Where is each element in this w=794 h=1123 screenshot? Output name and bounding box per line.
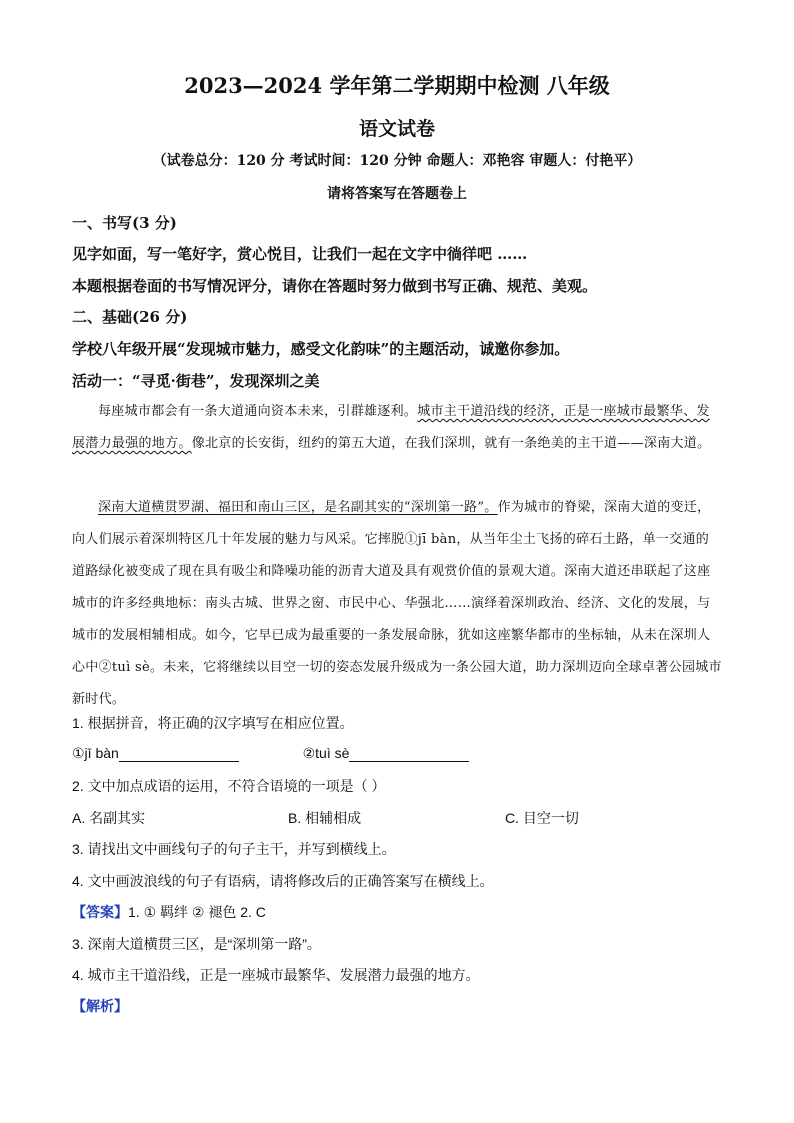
analysis-label: 【解析】: [72, 998, 128, 1014]
answer-3: 3. 深南大道横贯三区，是“深圳第一路”。: [72, 936, 321, 952]
section1-line1: 见字如面，写一笔好字，赏心悦目，让我们一起在文字中徜徉吧 ……: [72, 245, 528, 263]
passage-p2-text: 作为城市的脊梁，深南大道的变迁，向人们展示着深圳特区几十年发展的魅力与风采。它摔脱①jī bàn，从当年尘土飞扬的碎石土路，单一交通的道路绿化被变成了现在具有吸尘和降噪功能的沥青大道及具有观赏价值的景观大道。深南大道还串联起了这座城市的许多经典地标：南头古城、世界之窗、市民中心、华强北……演绎着深圳政治、经济、文化的发展，与城市的发展相辅相成。如今，它早已成为最重要的一条发展命脉，犹如这座繁华都市的坐标轴，从未在深圳人心中②tuì sè。未来，它将继续以目空一切的姿态发展升级成为一条公园大道，助力深圳迈向全球卓著公园城市新时代。: [72, 500, 722, 707]
question-1-blanks: [72, 745, 469, 762]
activity-heading: 活动一：“寻觅·街巷”，发现深圳之美: [72, 372, 320, 390]
passage-p1-text-a: 每座城市都会有一条大道通向资本未来，引群雄逐利。: [98, 404, 418, 419]
exam-instruction: 请将答案写在答题卷上: [327, 186, 467, 202]
q2-option-c: C. 目空一切: [505, 810, 579, 826]
exam-title: 2023—2024 学年第二学期期中检测 八年级: [184, 73, 610, 98]
passage-p2-underlined-sentence: 深南大道横贯罗湖、福田和南山三区，是名副其实的“深圳第一路”。: [98, 500, 498, 515]
answer-1-2: 1. ① 羁绊 ② 褪色 2. C: [128, 904, 266, 920]
q1-blank-b[interactable]: [349, 747, 469, 762]
question-1: 1. 根据拼音，将正确的汉字填写在相应位置。: [72, 715, 354, 731]
question-2: 2. 文中加点成语的运用，不符合语境的一项是（ ）: [72, 778, 386, 794]
question-4: 4. 文中画波浪线的句子有语病，请将修改后的正确答案写在横线上。: [72, 873, 494, 889]
passage-p1-wavy-sentence: 城市主干道沿线的经济，正是一座城市最繁华、发展潜力最强的地方。: [72, 404, 710, 451]
section2-intro: 学校八年级开展“发现城市魅力，感受文化韵味”的主题活动，诚邀你参加。: [72, 340, 570, 358]
q1-pinyin-a: ①jī bàn: [72, 745, 119, 761]
q1-blank-a[interactable]: [119, 747, 239, 762]
passage-p1-text-b: 像北京的长安街，纽约的第五大道，在我们深圳，就有一条绝美的主干道——深南大道。: [191, 436, 711, 451]
exam-info: （试卷总分：120 分 考试时间：120 分钟 命题人：邓艳容 审题人：付艳平）: [152, 153, 642, 169]
answer-4: 4. 城市主干道沿线，正是一座城市最繁华、发展潜力最强的地方。: [72, 967, 480, 983]
passage-paragraph-1: [72, 396, 722, 460]
q2-option-b: B. 相辅相成: [288, 810, 362, 826]
q2-option-a: A. 名副其实: [72, 810, 146, 826]
section2-heading: 二、基础(26 分): [72, 308, 188, 326]
question-3: 3. 请找出文中画线句子的句子主干，并写到横线上。: [72, 841, 396, 857]
passage-paragraph-2: [72, 492, 722, 716]
section1-heading: 一、书写(3 分): [72, 214, 177, 232]
q1-pinyin-b: ②tuì sè: [302, 745, 350, 761]
exam-subtitle: 语文试卷: [358, 118, 435, 140]
answer-line-1: [72, 902, 266, 922]
answer-label: 【答案】: [72, 904, 128, 920]
section1-line2: 本题根据卷面的书写情况评分，请你在答题时努力做到书写正确、规范、美观。: [72, 277, 598, 295]
